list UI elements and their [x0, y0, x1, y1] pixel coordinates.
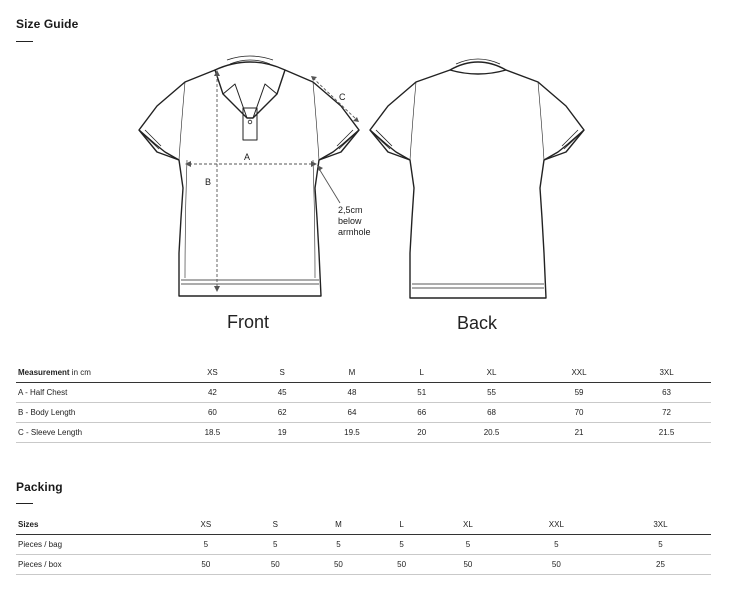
table-cell: 50 [168, 555, 244, 575]
table-cell: 18.5 [168, 423, 257, 443]
size-header: M [307, 514, 370, 535]
table-cell: 21 [536, 423, 622, 443]
packing-header-row [16, 514, 711, 535]
row-label: C - Sleeve Length [16, 423, 168, 443]
size-header: XXL [536, 362, 622, 383]
back-label: Back [456, 313, 498, 333]
table-cell: 50 [503, 555, 610, 575]
armhole-note-line1: 2,5cm below [338, 205, 363, 226]
measurement-table [16, 362, 711, 443]
table-cell: 63 [622, 383, 711, 403]
size-header: 3XL [610, 514, 711, 535]
table-cell: 25 [610, 555, 711, 575]
table-cell: 5 [610, 535, 711, 555]
title-underline [16, 503, 33, 504]
measurement-header-row [16, 362, 711, 383]
table-cell: 55 [447, 383, 536, 403]
size-header: L [396, 362, 447, 383]
measurement-header-cell [16, 362, 168, 383]
armhole-note-line2: armhole [338, 227, 371, 237]
row-label: A - Half Chest [16, 383, 168, 403]
table-cell: 51 [396, 383, 447, 403]
table-cell: 68 [447, 403, 536, 423]
table-cell: 5 [370, 535, 433, 555]
table-cell: 70 [536, 403, 622, 423]
table-cell: 48 [308, 383, 397, 403]
packing-header-cell: Sizes [16, 514, 168, 535]
measurement-header-unit: in cm [69, 367, 91, 377]
size-header: S [244, 514, 307, 535]
row-label: B - Body Length [16, 403, 168, 423]
front-polo-drawing [135, 48, 365, 308]
table-cell: 50 [244, 555, 307, 575]
size-header: 3XL [622, 362, 711, 383]
table-cell: 72 [622, 403, 711, 423]
table-cell: 62 [257, 403, 308, 423]
table-cell: 5 [307, 535, 370, 555]
front-label: Front [226, 312, 269, 332]
size-header: XXL [503, 514, 610, 535]
table-cell: 21.5 [622, 423, 711, 443]
table-cell: 20 [396, 423, 447, 443]
table-cell: 5 [168, 535, 244, 555]
dimension-b-label: B [205, 177, 212, 187]
table-cell: 19 [257, 423, 308, 443]
table-cell: 42 [168, 383, 257, 403]
table-row [16, 423, 711, 443]
size-header: XS [168, 514, 244, 535]
measurement-header-bold: Measurement [18, 367, 70, 377]
row-label: Pieces / box [16, 555, 168, 575]
back-polo-drawing [366, 48, 590, 308]
dimension-a-label: A [244, 152, 251, 162]
table-cell: 19.5 [308, 423, 397, 443]
table-cell: 45 [257, 383, 308, 403]
table-cell: 50 [307, 555, 370, 575]
table-cell: 5 [433, 535, 502, 555]
table-cell: 50 [433, 555, 502, 575]
dimension-c-label: C [339, 92, 346, 102]
title-underline [16, 41, 33, 42]
size-header: L [370, 514, 433, 535]
table-cell: 59 [536, 383, 622, 403]
table-row [16, 535, 711, 555]
size-header: M [308, 362, 397, 383]
table-cell: 66 [396, 403, 447, 423]
row-label: Pieces / bag [16, 535, 168, 555]
table-cell: 20.5 [447, 423, 536, 443]
size-header: S [257, 362, 308, 383]
table-cell: 50 [370, 555, 433, 575]
table-cell: 60 [168, 403, 257, 423]
table-row [16, 383, 711, 403]
packing-title: Packing [16, 480, 63, 494]
table-row [16, 403, 711, 423]
size-header: XS [168, 362, 257, 383]
size-header: XL [447, 362, 536, 383]
size-header: XL [433, 514, 502, 535]
packing-table [16, 514, 711, 575]
back-polo-illustration [366, 48, 590, 308]
front-polo-illustration [135, 48, 371, 308]
size-guide-title: Size Guide [16, 17, 79, 31]
table-cell: 5 [244, 535, 307, 555]
table-cell: 64 [308, 403, 397, 423]
table-row [16, 555, 711, 575]
table-cell: 5 [503, 535, 610, 555]
